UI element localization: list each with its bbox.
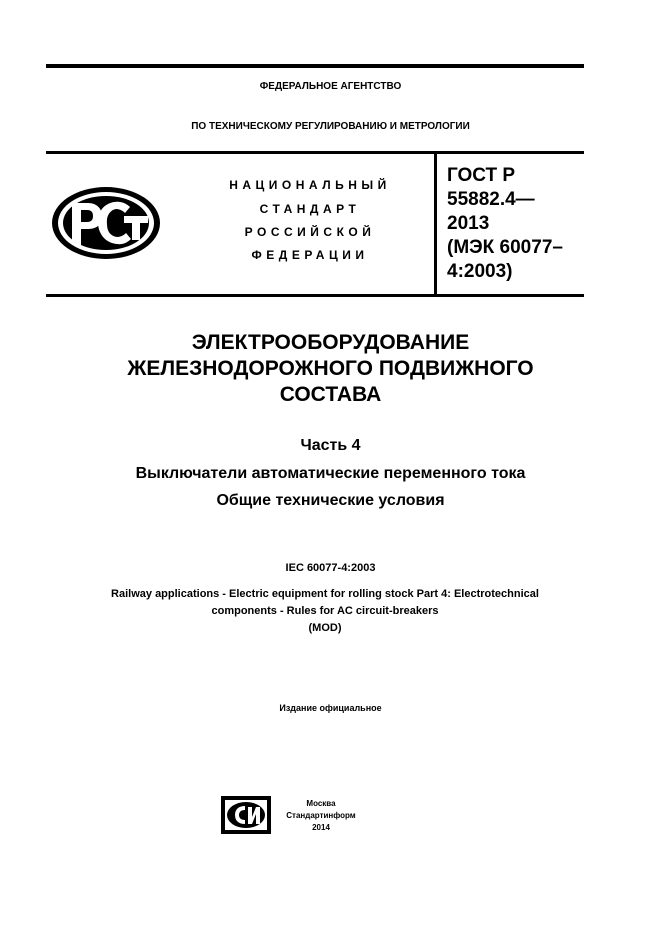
- part-subtitle-2: Общие технические условия: [216, 492, 445, 509]
- designation-line-1: ГОСТ Р: [447, 165, 516, 186]
- standard-type-line-4: ФЕДЕРАЦИИ: [251, 248, 369, 262]
- box-bottom-rule: [46, 294, 584, 297]
- document-title: [0, 330, 661, 408]
- publisher-year: 2014: [312, 823, 330, 832]
- title-line-2: ЖЕЛЕЗНОДОРОЖНОГО ПОДВИЖНОГО: [127, 357, 534, 380]
- agency-line-2: ПО ТЕХНИЧЕСКОМУ РЕГУЛИРОВАНИЮ И МЕТРОЛОГИИ: [191, 121, 470, 132]
- box-divider: [434, 153, 437, 295]
- standartinform-mark-icon: [221, 796, 271, 834]
- publisher-city: Москва: [306, 799, 336, 808]
- top-rule: [46, 64, 584, 68]
- standard-type-line-2: СТАНДАРТ: [259, 202, 361, 216]
- international-title-line-1: Railway applications - Electric equipment for rolling stock Part 4: Electrotechnical: [111, 588, 539, 600]
- international-title: [40, 586, 610, 637]
- designation-line-5: 4:2003): [447, 261, 513, 282]
- part-label: Часть 4: [300, 437, 361, 454]
- gost-logo: [50, 185, 162, 261]
- standard-type-line-1: НАЦИОНАЛЬНЫЙ: [229, 178, 391, 192]
- international-title-line-3: (MOD): [308, 622, 342, 634]
- agency-line-1: ФЕДЕРАЛЬНОЕ АГЕНТСТВО: [259, 81, 402, 92]
- part-subtitle-1: Выключатели автоматические переменного тока: [135, 465, 526, 482]
- international-title-line-2: components - Rules for AC circuit-breakers: [211, 605, 439, 617]
- designation-line-3: 2013: [447, 213, 490, 234]
- designation-line-4: (МЭК 60077–: [447, 237, 563, 258]
- edition-label: Издание официальное: [279, 703, 382, 713]
- gost-mark-icon: [50, 185, 162, 261]
- box-top-rule: [46, 151, 584, 154]
- title-line-3: СОСТАВА: [279, 383, 382, 406]
- publisher-name: Стандартинформ: [286, 811, 356, 820]
- publisher-logo: [221, 796, 271, 834]
- standard-designation: [447, 164, 597, 284]
- title-line-1: ЭЛЕКТРООБОРУДОВАНИЕ: [191, 331, 470, 354]
- designation-line-2: 55882.4—: [447, 189, 535, 210]
- standard-type-line-3: РОССИЙСКОЙ: [244, 225, 376, 239]
- publisher-info: [281, 798, 361, 834]
- iec-code: IEC 60077-4:2003: [285, 562, 376, 574]
